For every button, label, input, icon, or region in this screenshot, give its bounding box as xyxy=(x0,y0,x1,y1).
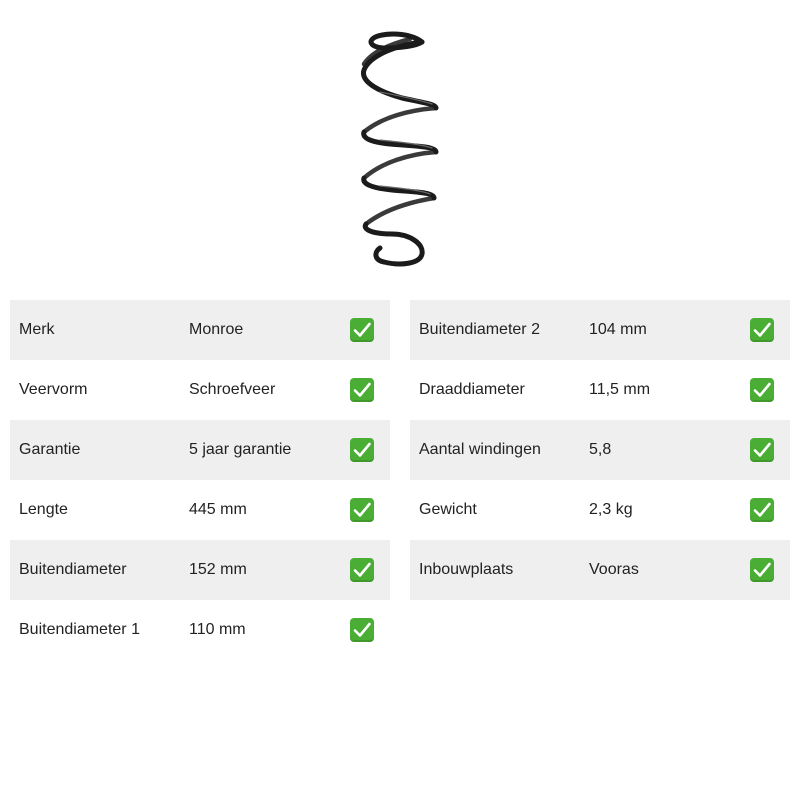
spec-row-draaddiameter xyxy=(410,360,790,420)
check-icon xyxy=(750,318,774,342)
spec-row-buitendiameter-2 xyxy=(410,300,790,360)
spec-value: 110 mm xyxy=(189,621,246,638)
spec-row-lengte xyxy=(10,480,390,540)
spec-label: Garantie xyxy=(19,441,81,458)
spec-value: Vooras xyxy=(589,561,639,578)
spec-row-aantal-windingen xyxy=(410,420,790,480)
spec-label: Aantal windingen xyxy=(419,441,541,458)
check-icon xyxy=(750,498,774,522)
spec-value: Schroefveer xyxy=(189,381,276,398)
spec-value: 104 mm xyxy=(589,321,647,338)
check-icon xyxy=(350,438,374,462)
spec-value: 5,8 xyxy=(589,441,612,458)
check-icon xyxy=(350,558,374,582)
spec-row-inbouwplaats xyxy=(410,540,790,600)
spec-label: Buitendiameter xyxy=(19,561,127,578)
spec-label: Buitendiameter 2 xyxy=(419,321,540,338)
check-icon xyxy=(350,618,374,642)
spec-row-garantie xyxy=(10,420,390,480)
check-icon xyxy=(350,498,374,522)
spec-row-veervorm xyxy=(10,360,390,420)
check-icon xyxy=(350,378,374,402)
spec-value: 5 jaar garantie xyxy=(189,441,292,458)
spec-table-left xyxy=(10,300,390,660)
spec-row-buitendiameter-1 xyxy=(10,600,390,660)
spec-value: 152 mm xyxy=(189,561,247,578)
spec-label: Lengte xyxy=(19,501,68,518)
spec-row-merk xyxy=(10,300,390,360)
spec-row-buitendiameter xyxy=(10,540,390,600)
spec-label: Buitendiameter 1 xyxy=(19,621,140,638)
spec-value: 11,5 mm xyxy=(589,381,651,398)
spec-label: Gewicht xyxy=(419,501,477,518)
spec-label: Inbouwplaats xyxy=(419,561,514,578)
spec-label: Merk xyxy=(19,321,55,338)
spec-row-gewicht xyxy=(410,480,790,540)
check-icon xyxy=(350,318,374,342)
spec-label: Veervorm xyxy=(19,381,88,398)
spec-value: 2,3 kg xyxy=(589,501,633,518)
check-icon xyxy=(750,558,774,582)
check-icon xyxy=(750,378,774,402)
spec-value: Monroe xyxy=(189,321,244,338)
spec-label: Draaddiameter xyxy=(419,381,525,398)
coil-spring-image xyxy=(340,22,460,272)
spec-table-right xyxy=(410,300,790,600)
check-icon xyxy=(750,438,774,462)
spec-value: 445 mm xyxy=(189,501,247,518)
